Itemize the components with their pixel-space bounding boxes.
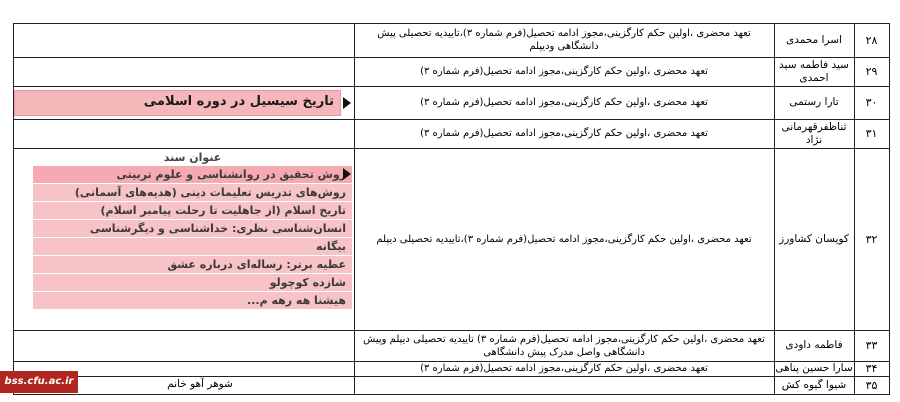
site-logo: bss.cfu.ac.ir xyxy=(0,371,78,393)
required-documents: تعهد محضری ،اولین حکم کارگزینی،مجوز ادامه تحصیل(فرم شماره ۳) تاییدیه تحصیلی دیپلم وپیش دانشگاهی واصل مدرک پیش دانشگاهی xyxy=(363,333,765,358)
play-arrow-icon xyxy=(343,168,351,180)
col-divider xyxy=(889,23,890,395)
list-item[interactable]: تاریخ اسلام (از جاهلیت تا رحلت پیامبر اسلام) xyxy=(33,202,352,220)
book-title: تاریخ سیسیل در دوره اسلامی xyxy=(143,94,334,109)
list-item[interactable]: انسان‌شناسی نظری: خداشناسی و دیگرشناسی xyxy=(33,220,352,238)
student-name: سید فاطمه سید احمدی xyxy=(779,58,849,84)
student-name: سارا حسین پناهی xyxy=(775,362,853,374)
required-documents xyxy=(354,376,774,394)
row-number: ۳۵ xyxy=(865,378,878,392)
row-number: ۳۰ xyxy=(865,96,878,109)
row-divider xyxy=(13,394,890,395)
list-item[interactable]: شازده کوچولو xyxy=(33,274,352,292)
list-item[interactable]: روش تحقیق در روانشناسی و علوم تربیتی xyxy=(33,166,352,184)
document-list xyxy=(33,166,352,310)
row-number: ۳۱ xyxy=(865,127,878,140)
student-name: کویسان کشاورز xyxy=(779,232,849,245)
row-number: ۳۳ xyxy=(865,339,878,352)
list-item[interactable]: روش‌های تدریس تعلیمات دینی (هدیه‌های آسمانی) xyxy=(33,184,352,202)
row-number: ۳۲ xyxy=(865,232,878,246)
required-documents: تعهد محضری ،اولین حکم کارگزینی،مجوز ادامه تحصیل(فرم شماره ۳) xyxy=(420,363,708,374)
required-documents: تعهد محضری ،اولین حکم کارگزینی،مجوز ادامه تحصیل(فرم شماره ۳)،تاییدیه تحصیلی پیش دانشگاهی ودیپلم xyxy=(377,28,751,52)
row-number: ۲۸ xyxy=(865,33,878,47)
play-arrow-icon xyxy=(343,97,351,109)
book-title-bottom: شوهر آهو خانم xyxy=(167,378,233,390)
list-item[interactable]: عطیه برتر: رساله‌ای درباره عشق xyxy=(33,256,352,274)
document-list-panel xyxy=(13,151,352,310)
student-name: اسرا محمدی xyxy=(786,33,842,46)
list-item[interactable]: هیشنا هه رهه م... xyxy=(33,292,352,310)
student-name: شیوا گیوه کش xyxy=(781,378,847,391)
required-documents: تعهد محضری ،اولین حکم کارگزینی،مجوز ادامه تحصیل(فرم شماره ۳)،تاییدیه تحصیلی دیپلم xyxy=(376,233,752,245)
student-name: فاطمه داودی xyxy=(785,339,843,351)
required-documents: تعهد محضری ،اولین حکم کارگزینی،مجوز ادامه تحصیل(فرم شماره ۳) xyxy=(420,97,708,108)
student-name: ثناظفرقهرمانی نژاد xyxy=(781,120,847,146)
required-documents: تعهد محضری ،اولین حکم کارگزینی،مجوز ادامه تحصیل(فرم شماره ۳) xyxy=(420,66,708,77)
required-documents: تعهد محضری ،اولین حکم کارگزینی،مجوز ادامه تحصیل(فرم شماره ۳) xyxy=(420,128,708,139)
row-number: ۳۴ xyxy=(865,362,878,375)
row-number: ۲۹ xyxy=(865,65,878,78)
list-item[interactable]: بیگانه xyxy=(33,238,352,256)
list-header: عنوان سند xyxy=(33,151,352,165)
student-name: تارا رستمی xyxy=(789,96,839,108)
